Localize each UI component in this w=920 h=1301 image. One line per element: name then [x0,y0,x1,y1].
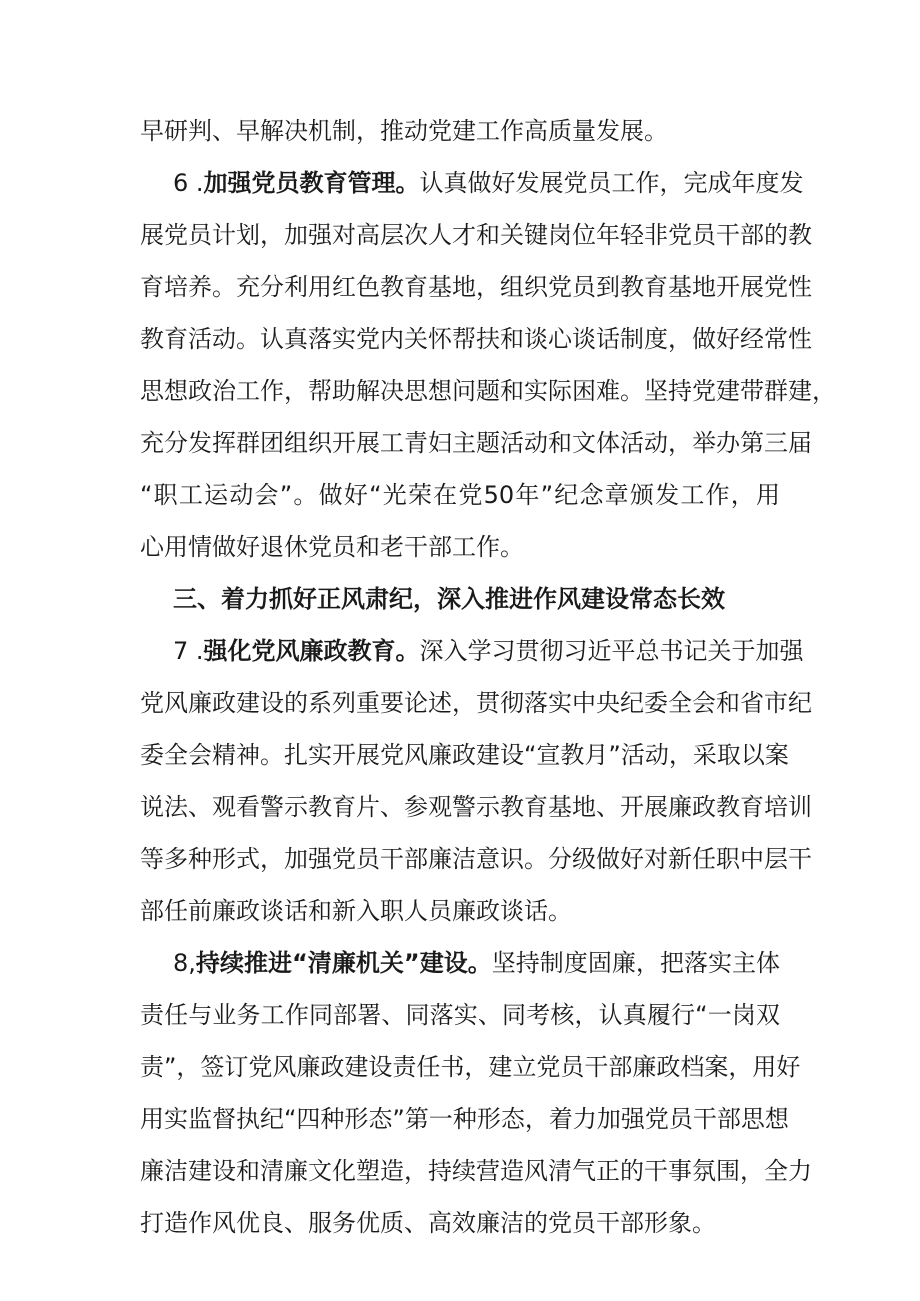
item8-first-line-text: 坚持制度固廉，把落实主体 [491,949,781,977]
item6-line: 思想政治工作，帮助解决思想问题和实际困难。坚持党建带群建， [140,377,836,405]
item7-line: 委全会精神。扎实开展党风廉政建设“宣教月”活动，采取以案 [140,741,789,769]
item8-line: 打造作风优良、服务优质、高效廉洁的党员干部形象。 [140,1209,716,1237]
item8-first-line [173,948,780,978]
item8-line: 用实监督执纪“四种形态”第一种形态，着力加强党员干部思想 [140,1105,789,1133]
item6-line: 育培养。充分利用红色教育基地，组织党员到教育基地开展党性 [140,273,812,301]
item7-line: 部任前廉政谈话和新入职人员廉政谈话。 [140,897,572,925]
item6-first-line-text: 认真做好发展党员工作，完成年度发 [419,169,804,197]
item6-line: 展党员计划，加强对高层次人才和关键岗位年轻非党员干部的教 [140,221,812,249]
item8-line: 责任与业务工作同部署、同落实、同考核，认真履行“一岗双 [140,1001,780,1029]
item6-number: 6 . [173,169,204,197]
item7-line: 说法、观看警示教育片、参观警示教育基地、开展廉政教育培训 [140,793,812,821]
item6-line: 充分发挥群团组织开展工青妇主题活动和文体活动，举办第三届 [140,429,812,457]
item8-number: 8, [173,949,196,977]
item7-number: 7 . [173,637,204,665]
item7-line: 党风廉政建设的系列重要论述，贯彻落实中央纪委全会和省市纪 [140,689,812,717]
item7-first-line-text: 深入学习贯彻习近平总书记关于加强 [419,637,804,665]
item6-first-line [173,168,804,198]
paragraph-continuation-line: 早研判、早解决机制，推动党建工作高质量发展。 [140,117,668,145]
item7-title: 强化党风廉政教育。 [203,637,420,665]
item6-title: 加强党员教育管理。 [203,169,420,197]
section-3-heading: 三、着力抓好正风肃纪，深入推进作风建设常态长效 [173,585,725,613]
item8-line: 责”，签订党风廉政建设责任书，建立党员干部廉政档案，用好 [140,1053,801,1081]
item7-line: 等多种形式，加强党员干部廉洁意识。分级做好对新任职中层干 [140,845,812,873]
item6-line: 心用情做好退休党员和老干部工作。 [140,533,524,561]
item6-line: 教育活动。认真落实党内关怀帮扶和谈心谈话制度，做好经常性 [140,325,812,353]
item6-line: “职工运动会”。做好“光荣在党50年”纪念章颁发工作，用 [140,481,780,509]
item7-first-line [173,636,804,666]
item8-line: 廉洁建设和清廉文化塑造，持续营造风清气正的干事氛围，全力 [140,1157,812,1185]
item8-title: 持续推进“清廉机关”建设。 [195,949,492,977]
